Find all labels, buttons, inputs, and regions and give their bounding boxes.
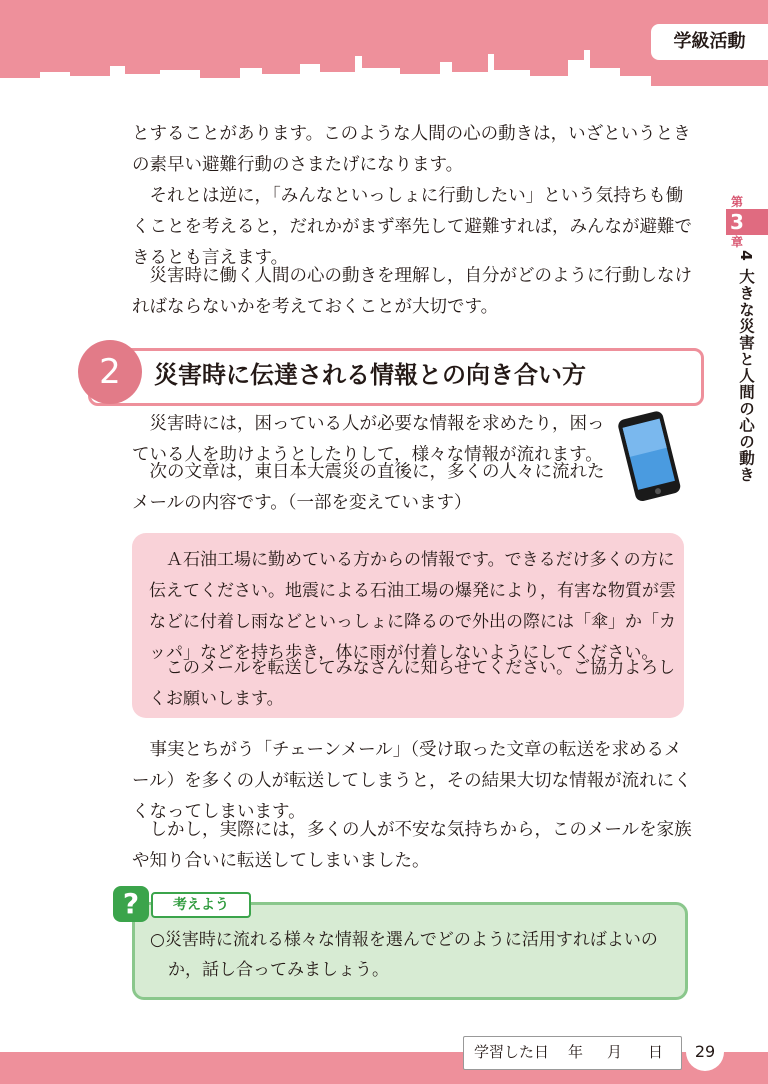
chapter-suffix: 章: [730, 235, 743, 249]
month-label: 月: [607, 1043, 623, 1061]
think-label: 考えよう: [151, 892, 251, 918]
after-paragraph-1: 事実とちがう「チェーンメール」（受け取った文章の転送を求めるメール）を多くの人が転送してしまうと，その結果大切な情報が流れにくくなってしまいます。: [132, 740, 692, 822]
year-label: 年: [568, 1043, 584, 1061]
info-paragraph-2: 次の文章は，東日本大震災の直後に，多くの人々に流れたメールの内容です。（一部を変えています）: [132, 462, 605, 513]
mail-paragraph-1: Ａ石油工場に勤めている方からの情報です。できるだけ多くの方に伝えてください。地震による石油工場の爆発により，有害な物質が雲などに付着し雨などといっしょに降るので外出の際には「傘」か「カッパ」などを持ち歩き，体に雨が付着しないようにしてください。: [149, 550, 676, 663]
chapter-title: 4 大きな災害と人間の心の動き: [737, 250, 755, 483]
mail-paragraph-2: このメールを転送してみなさんに知らせてください。ご協力よろしくお願いします。: [149, 658, 676, 709]
info-paragraph-1: 災害時には，困っている人が必要な情報を求めたり，困っている人を助けようとしたりして，様々な情報が流れます。: [132, 414, 605, 465]
intro-paragraph-3: 災害時に働く人間の心の動きを理解し，自分がどのように行動しなければならないかを考えておくことが大切です。: [132, 266, 692, 317]
intro-paragraph-1: とすることがあります。このような人間の心の動きは，いざというときの素早い避難行動のさまたげになります。: [132, 124, 691, 175]
think-question-line-2: か，話し合ってみましょう。: [168, 960, 389, 980]
intro-paragraph-2: それとは逆に，「みんなといっしょに行動したい」という気持ちも働くことを考えると，だれかがまず率先して避難すれば，みんなが避難できるとも言えます。: [132, 186, 692, 268]
section-title: 災害時に伝達される情報との向き合い方: [154, 361, 586, 389]
smartphone-icon: [612, 408, 688, 502]
study-date-label: 学習した日: [474, 1043, 550, 1061]
after-paragraph-2: しかし，実際には，多くの人が不安な気持ちから，このメールを家族や知り合いに転送してしまいました。: [132, 820, 692, 871]
question-icon: ?: [113, 886, 149, 922]
think-question-line-1: ○災害時に流れる様々な情報を選んでどのように活用すればよいの: [150, 930, 658, 950]
category-tag: 学級活動: [651, 24, 768, 60]
chapter-prefix: 第: [730, 195, 743, 209]
chapter-number: 3: [730, 210, 744, 234]
page-number: 29: [686, 1033, 724, 1071]
day-label: 日: [648, 1043, 664, 1061]
section-number: 2: [78, 340, 142, 404]
